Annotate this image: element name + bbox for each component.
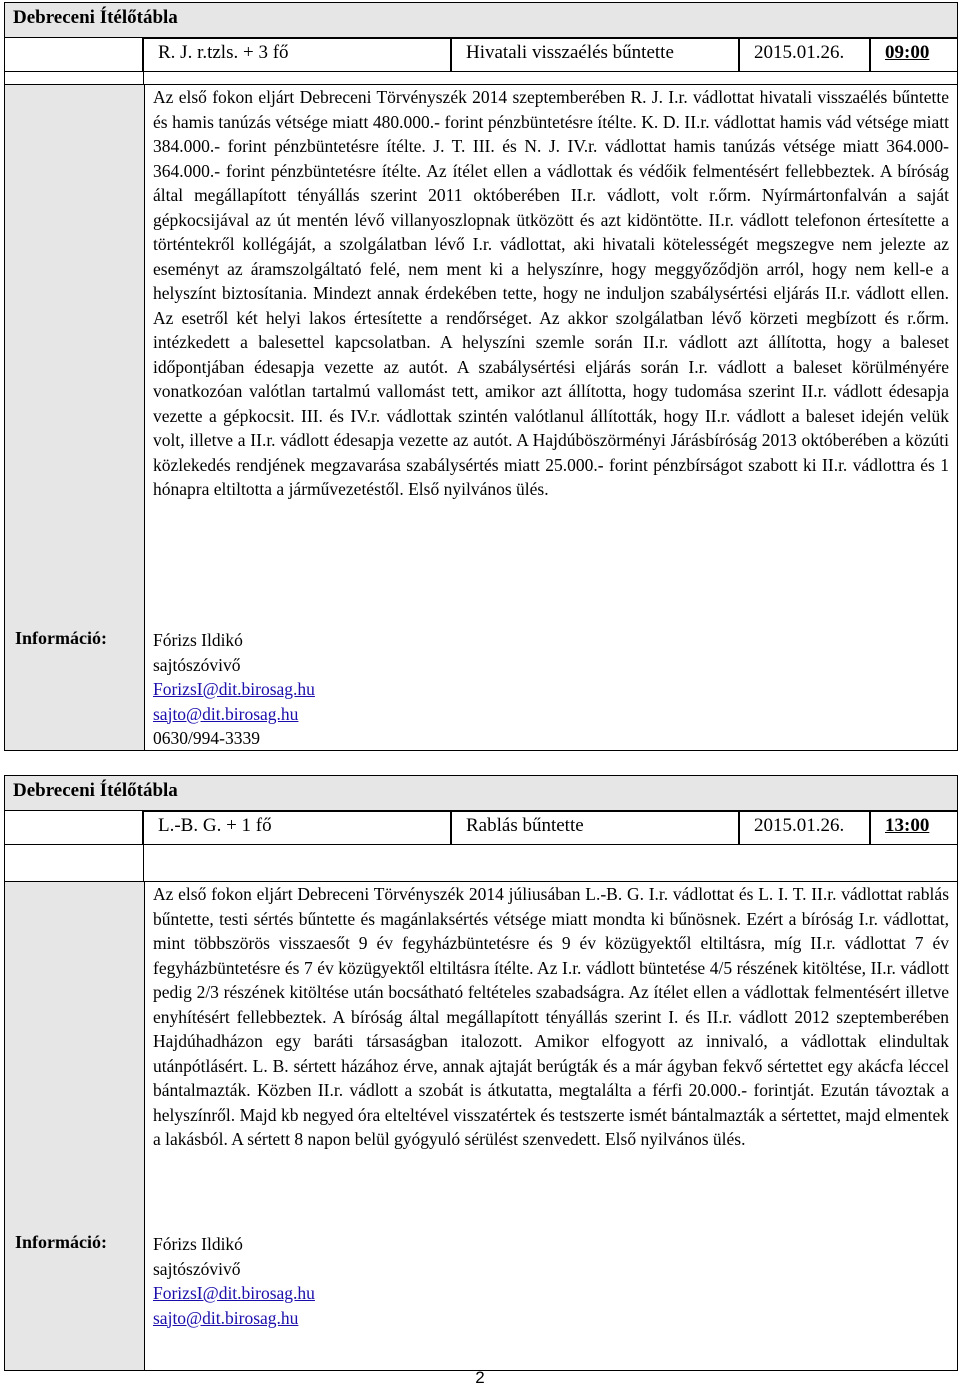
meta-empty-cell xyxy=(4,38,143,72)
separator-row xyxy=(4,845,958,881)
separator-row xyxy=(4,72,958,84)
email-link-forizs[interactable]: ForizsI@dit.birosag.hu xyxy=(153,679,315,699)
case-entry-1 xyxy=(4,2,958,751)
info-label-column xyxy=(5,882,145,1370)
info-area xyxy=(4,881,958,1371)
case-description: Az első fokon eljárt Debreceni Törvényszék 2014 szeptemberében R. J. I.r. vádlottat hivatali visszaélés bűntette és hamis tanúzás vétsége miatt 480.000.- forint pénzbüntetésre ítélte. K. D. II.r. vádlottat hamis vád vétsége miatt 384.000.- forint pénzbüntetésre ítélte. J. T. III. és N. J. IV.r. vádlottat hamis tanúzás vétsége miatt 364.000-364.000.- forint pénzbüntetésre ítélte. Az ítélet ellen a vádlottak és védőik felmentésért fellebbeztek. A bíróság által megállapított tényállás szerint 2011 októberében II.r. vádlott, volt r.őrm. Nyírmártonfalván a saját gépkocsijával az út mentén lévő villanyoszlopnak ütközött és azt kidöntötte. II.r. vádlott telefonon értesítette a történtekről kollégáját, a szolgálatban lévő I.r. vádlottat, aki hivatali kötelességét megszegve nem jelezte az eseményt az áramszolgáltató felé, nem ment ki a helyszínre, hogy meggyőződjön arról, hogy nem kell-e a helyszínt biztosítania. Mindezt annak érdekében tette, hogy ne induljon szabálysértési eljárás II.r. vádlott ellen. Az esetről két helyi lakos értesítette a rendőrséget. Az akkor szolgálatban lévő körzeti megbízott és r.őrm. intézkedett a balesettel kapcsolatban. A helyszíni szemle során II.r. vádlott azt állította, hogy a baleset időpontjában édesapja vezette az autót. A szabálysértési eljárás során I.r. vádlott a baleset körülményére vonatkozóan valótlan tartalmú vallomást tett, amikor azt állította, hogy tudomása szerint II.r. vádlott édesapja vezette a gépkocsit. III. és IV.r. vádlottak szintén valótlanul állították, hogy II.r. vádlott a baleset idején velük volt, illetve a II.r. vádlott édesapja vezette az autót. A Hajdúböszörményi Járásbíróság 2013 októberében a közúti közlekedés rendjének megzavarása szabálysértés miatt 25.000.- forint pénzbírságot szabott ki II.r. vádlottra és 1 hónapra eltiltotta a járművezetéstől. Első nyilvános ülés. xyxy=(153,87,949,499)
meta-empty-cell xyxy=(4,811,143,845)
defendants-cell: L.-B. G. + 1 fő xyxy=(143,811,451,845)
page-number: 2 xyxy=(475,1368,485,1387)
info-label: Információ: xyxy=(15,1232,107,1252)
contact-block xyxy=(153,628,315,751)
case-description: Az első fokon eljárt Debreceni Törvényszék 2014 júliusában L.-B. G. I.r. vádlottat és L. I. T. II.r. vádlottat rablás bűntette, testi sértés bűntette és magánlaksértés vétsége miatt mondta ki bűnösnek. Ezért a bíróság I.r. vádlottat, mint többszörös visszaesőt 9 év fegyházbüntetésre és 9 év közügyektől eltiltásra, míg II.r. vádlottat 7 év fegyházbüntetésre és 7 év közügyektől eltiltásra ítélte. Az I.r. vádlott büntetése 4/5 részének kitöltése, II.r. vádlott pedig 2/3 részének kitöltése után bocsátható feltételes szabadságra. Az ítélet ellen a vádlottak felmentésért illetve enyhítésért fellebbeztek. A bíróság által megállapított tényállás szerint I. és II.r. vádlott 2012 szeptemberében Hajdúhadházon egy baráti társaságban italozott. Amikor elfogyott az innivaló, a vádlottak elindultak utánpótlásért. L. B. sértett házához érve, annak ajtaját berúgták és a már ágyban fekvő sértettet egy akácfa léccel bántalmazták. Közben II.r. vádlott a szobát is átkutatta, megtalálta a férfi 20.000.- forintját. Ezután távoztak a helyszínről. Majd kb negyed óra elteltével visszatértek és testszerte ismét bántalmazták a sértettet, majd elmentek a lakásból. A sértett 8 napon belül gyógyuló sérülést szenvedett. Első nyilvános ülés. xyxy=(153,884,949,1149)
contact-block xyxy=(153,1232,315,1330)
defendants-cell: R. J. r.tzls. + 3 fő xyxy=(143,38,451,72)
contact-phone: 0630/994-3339 xyxy=(153,728,260,748)
email-link-sajto[interactable]: sajto@dit.birosag.hu xyxy=(153,703,299,724)
case-entry-2 xyxy=(4,775,958,1371)
time-value: 13:00 xyxy=(885,815,930,836)
court-header xyxy=(4,2,958,38)
court-header xyxy=(4,775,958,811)
case-meta-row xyxy=(4,811,958,845)
info-label: Információ: xyxy=(15,628,107,648)
offense-cell: Rablás bűntette xyxy=(451,811,739,845)
contact-name: Fórizs Ildikó xyxy=(153,630,243,650)
email-link-sajto[interactable]: sajto@dit.birosag.hu xyxy=(153,1307,299,1328)
time-cell xyxy=(870,38,958,72)
case-meta-row xyxy=(4,38,958,72)
contact-name: Fórizs Ildikó xyxy=(153,1234,243,1254)
time-value: 09:00 xyxy=(885,42,930,63)
time-cell xyxy=(870,811,958,845)
date-cell: 2015.01.26. xyxy=(739,811,870,845)
info-label-column xyxy=(5,85,145,750)
email-link-forizs[interactable]: ForizsI@dit.birosag.hu xyxy=(153,1283,315,1303)
date-cell: 2015.01.26. xyxy=(739,38,870,72)
court-name: Debreceni Ítélőtábla xyxy=(13,7,178,28)
offense-cell: Hivatali visszaélés bűntette xyxy=(451,38,739,72)
court-name: Debreceni Ítélőtábla xyxy=(13,780,178,801)
contact-role: sajtószóvivő xyxy=(153,1258,241,1279)
contact-role: sajtószóvivő xyxy=(153,654,241,675)
info-area xyxy=(4,84,958,751)
